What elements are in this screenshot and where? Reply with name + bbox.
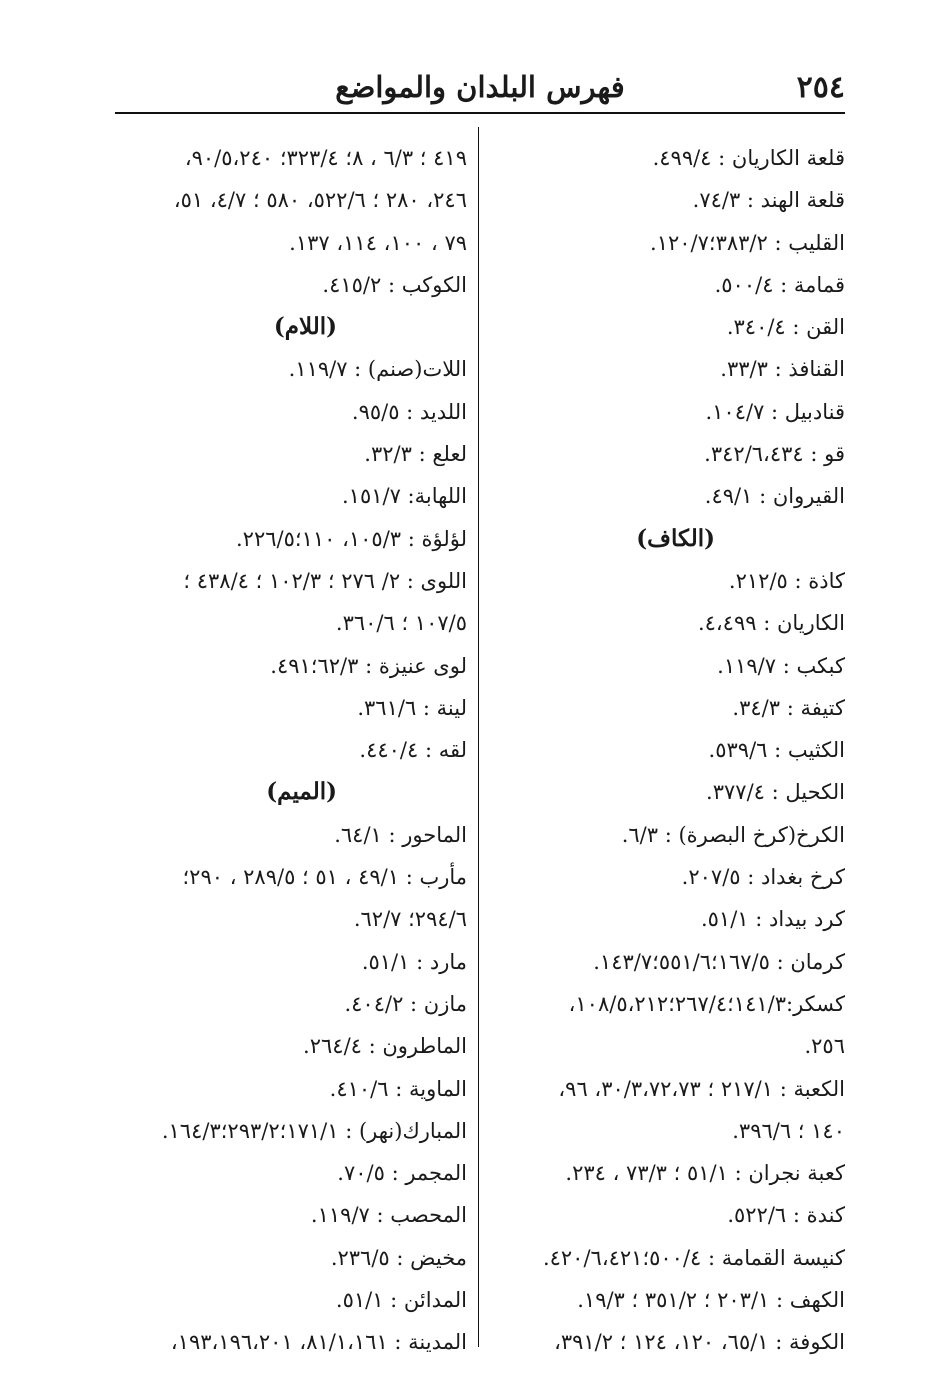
index-entry: الكاريان : ٤،٤٩٩.	[697, 611, 845, 636]
index-entry: قلعة الهند : ٧٤/٣.	[692, 188, 845, 213]
index-entry: كتيفة : ٣٤/٣.	[732, 695, 845, 720]
index-entry: الكثيب : ٥٣٩/٦.	[708, 738, 845, 763]
index-entry: المدينة : ٨١/١،١٦١، ١٩٣،١٩٦،٢٠١،	[170, 1330, 467, 1355]
index-entry: كرد بيداد : ٥١/١.	[700, 907, 845, 932]
index-entry: مارد : ٥١/١.	[361, 949, 467, 974]
index-entry: كنيسة القمامة : ٥٠٠/٤؛٤٢٠/٦،٤٢١.	[542, 1245, 845, 1270]
left-column	[97, 137, 467, 1364]
index-entry: كرمان : ١٦٧/٥؛٥٥١/٦؛١٤٣/٧.	[593, 949, 845, 974]
index-entry: الكهف : ٢٠٣/١ ؛ ٣٥١/٢ ؛ ١٩/٣.	[577, 1288, 845, 1313]
right-column	[490, 137, 845, 1364]
index-entry: كبكب : ١١٩/٧.	[717, 653, 845, 678]
index-entry: كندة : ٥٢٢/٦.	[727, 1203, 845, 1228]
index-entry: المبارك(نهر) : ١٧١/١؛٢٩٣/٢؛١٦٤/٣.	[161, 1118, 467, 1143]
index-entry: لعلع : ٣٢/٣.	[364, 442, 467, 467]
index-entry: كاذة : ٢١٢/٥.	[728, 568, 845, 593]
index-entry: ٢٥٦.	[804, 1034, 845, 1059]
index-entry: الكوفة : ٦٥/١، ١٢٠، ١٢٤ ؛ ٣٩١/٢،	[554, 1330, 845, 1355]
index-entry: المحصب : ١١٩/٧.	[310, 1203, 467, 1228]
section-heading: (اللام)	[273, 313, 337, 341]
index-entry: لوى عنيزة : ٦٢/٣؛٤٩١.	[270, 653, 467, 678]
index-entry: قو : ٣٤٢/٦،٤٣٤.	[704, 442, 845, 467]
index-entry: الكحيل : ٣٧٧/٤.	[706, 780, 845, 805]
index-entry: الكوكب : ٤١٥/٢.	[322, 272, 467, 297]
index-entry: قنادبيل : ١٠٤/٧.	[705, 399, 845, 424]
index-entry: ٧٩ ، ١٠٠، ١١٤، ١٣٧.	[289, 230, 467, 255]
index-entry: ٢٩٤/٦؛ ٦٢/٧.	[353, 907, 467, 932]
index-entry: ١٠٧/٥ ؛ ٣٦٠/٦.	[335, 611, 467, 636]
index-entry: القن : ٣٤٠/٤.	[726, 315, 845, 340]
page-title: فهرس البلدان والمواضع	[335, 70, 625, 104]
index-entry: القليب : ٣٨٣/٢؛١٢٠/٧.	[650, 230, 845, 255]
page-number: ٢٥٤	[796, 70, 845, 105]
index-entry: الكرخ(كرخ البصرة) : ٦/٣.	[621, 822, 845, 847]
index-entry: القيروان : ٤٩/١.	[704, 484, 845, 509]
index-entry: لينة : ٣٦١/٦.	[357, 695, 467, 720]
index-entry: الماوية : ٤١٠/٦.	[329, 1076, 467, 1101]
index-entry: ٢٤٦، ٢٨٠ ؛ ٥٢٢/٦، ٥٨٠ ؛ ٤/٧، ٥١،	[173, 188, 467, 213]
index-entry: كرخ بغداد : ٢٠٧/٥.	[681, 865, 845, 890]
index-entry: لقه : ٤٤٠/٤.	[359, 738, 467, 763]
index-entry: مأرب : ٤٩/١ ، ٥١ ؛ ٢٨٩/٥ ، ٢٩٠؛	[182, 865, 467, 890]
index-entry: اللات(صنم) : ١١٩/٧.	[288, 357, 467, 382]
section-heading: (الميم)	[266, 778, 337, 806]
index-entry: اللديد : ٩٥/٥.	[351, 399, 467, 424]
index-entry: الكعبة : ٢١٧/١ ؛ ٣٠/٣،٧٢،٧٣، ٩٦،	[558, 1076, 845, 1101]
section-heading: (الكاف)	[636, 524, 715, 552]
index-entry: المجمر : ٧٠/٥.	[337, 1161, 467, 1186]
header-rule	[115, 112, 845, 114]
index-entry: قمامة : ٥٠٠/٤.	[714, 272, 845, 297]
index-entry: اللوى : ٢/ ٢٧٦ ؛ ١٠٢/٣ ؛ ٤٣٨/٤ ؛	[183, 568, 467, 593]
index-entry: قلعة الكاريان : ٤٩٩/٤.	[652, 146, 845, 170]
column-divider	[478, 127, 479, 1347]
page-header	[115, 58, 845, 114]
index-entry: لؤلؤة : ١٠٥/٣، ١١٠؛٢٢٦/٥.	[235, 526, 467, 551]
index-entry: مازن : ٤٠٤/٢.	[344, 991, 467, 1016]
index-entry: الماطرون : ٢٦٤/٤.	[303, 1034, 467, 1059]
index-entry: ٤١٩ ؛ ٦/٣ ، ٨؛ ٣٢٣/٤؛ ٩٠/٥،٢٤٠،	[184, 146, 467, 170]
index-entry: اللهابة: ١٥١/٧.	[341, 484, 467, 509]
index-entry: ١٤٠ ؛ ٣٩٦/٦.	[732, 1118, 845, 1143]
index-entry: القنافذ : ٣٣/٣.	[720, 357, 845, 382]
index-entry: مخيض : ٢٣٦/٥.	[330, 1245, 467, 1270]
index-entry: كسكر:١٤١/٣؛٢٦٧/٤؛١٠٨/٥،٢١٢،	[568, 991, 845, 1016]
index-entry: كعبة نجران : ٥١/١ ؛ ٧٣/٣ ، ٢٣٤.	[565, 1161, 845, 1186]
index-entry: المدائن : ٥١/١.	[335, 1288, 467, 1313]
index-entry: الماحور : ٦٤/١.	[334, 822, 467, 847]
